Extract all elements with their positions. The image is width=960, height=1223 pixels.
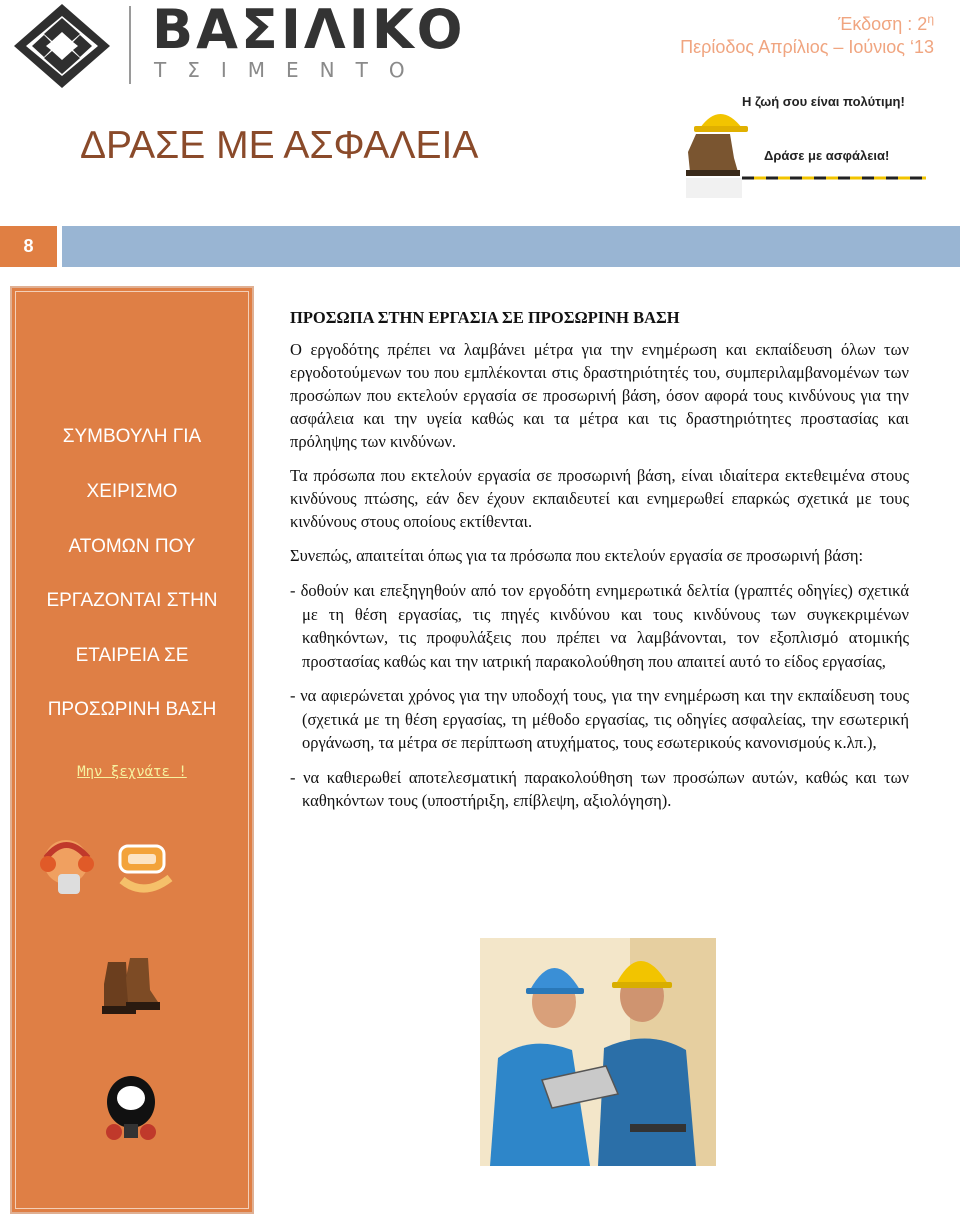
- sidebar-line: ΕΡΓΑΖΟΝΤΑΙ ΣΤΗΝ: [46, 590, 218, 611]
- logo-mark: [14, 4, 110, 88]
- safety-goggles-gloves-icon: [114, 840, 176, 898]
- main-content: [290, 308, 909, 824]
- safety-poster: [680, 82, 930, 208]
- respirator-mask-icon: [100, 1072, 162, 1144]
- edition-superscript: η: [927, 12, 934, 26]
- ear-protection-icon: [38, 832, 98, 898]
- helmet-boots-icon: [680, 82, 930, 208]
- sidebar-line: ΕΤΑΙΡΕΙΑ ΣΕ: [75, 645, 189, 666]
- page-number: 8: [0, 226, 57, 267]
- sidebar-line: ΧΕΙΡΙΣΜΟ: [86, 481, 178, 502]
- poster-line2: Δράσε με ασφάλεια!: [764, 148, 890, 163]
- workers-illustration: [480, 938, 716, 1166]
- sidebar-line: ΑΤΟΜΩΝ ΠΟΥ: [68, 536, 196, 557]
- paragraph: Συνεπώς, απαιτείται όπως για τα πρόσωπα που εκτελούν εργασία σε προσωρινή βάση:: [290, 546, 864, 565]
- sidebar-line: ΣΥΜΒΟΥΛΗ ΓΙΑ: [62, 426, 202, 447]
- section-title: ΠΡΟΣΩΠΑ ΣΤΗΝ ΕΡΓΑΣΙΑ ΣΕ ΠΡΟΣΩΡΙΝΗ ΒΑΣΗ: [290, 308, 680, 327]
- paragraph: Ο εργοδότης πρέπει να λαμβάνει μέτρα για την ενημέρωση και εκπαίδευση όλων των εργοδοτούμενων του που εμπλέκονται στις δραστηριότητές του, συμπεριλαμβανομένων των προσώπων που εκτελούν εργασία σε προσωρινή βάση, όσον αφορά τους κινδύνους για την ασφάλεια και την υγεία καθώς και τα μέτρα και τις δραστηριότητες προστασίας και πρόληψης των κινδύνων.: [290, 340, 909, 451]
- page-title: ΔΡΑΣΕ ΜΕ ΑΣΦΑΛΕΙΑ: [80, 124, 479, 167]
- sidebar-reminder: Μην ξεχνάτε !: [77, 764, 187, 780]
- paragraph: Τα πρόσωπα που εκτελούν εργασία σε προσωρινή βάση, είναι ιδιαίτερα εκτεθειμένα στους κινδύνους πτώσης, εάν δεν έχουν εκπαιδευτεί και ενημερωθεί επαρκώς σχετικά με τους κινδύνους στους οποίους εκτίθενται.: [290, 466, 909, 531]
- edition-label: [838, 12, 934, 35]
- bullet-item: - δοθούν και επεξηγηθούν από τον εργοδότη ενημερωτικά δελτία (γραπτές οδηγίες) σχετικά με τη θέση εργασίας, τις πηγές κινδύνου και τους κινδύνους των συγκεκριμένων καθηκόντων, τις προφυλάξεις που πρέπει να λαμβάνονται, τον εξοπλισμό ατομικής προστασίας καθώς και την ιατρική παρακολούθηση που απαιτεί αυτό το είδος εργασίας,: [290, 581, 909, 671]
- bullet-item: - να καθιερωθεί αποτελεσματική παρακολούθηση των προσώπων αυτών, καθώς και των καθηκόντων τους (υποστήριξη, επίβλεψη, αξιολόγηση).: [290, 767, 909, 810]
- brand-subtitle: ΤΣΙΜΕΝΤΟ: [154, 58, 426, 82]
- bullet-item: - να αφιερώνεται χρόνος για την υποδοχή τους, για την ενημέρωση και την εκπαίδευση τους (σχετικά με τη θέση εργασίας, τη μέθοδο εργασίας, τις οδηγίες ασφαλείας, την εσωτερική οργάνωση, τα μέτρα σε περίπτωση ατυχήματος, τους εσωτερικούς κανονισμούς κ.λπ.),: [290, 686, 909, 752]
- sidebar: [10, 286, 254, 1214]
- brand-divider: [129, 6, 131, 84]
- header-bar: [62, 226, 960, 267]
- sidebar-line: ΠΡΟΣΩΡΙΝΗ ΒΑΣΗ: [47, 699, 217, 720]
- poster-line1: Η ζωή σου είναι πολύτιμη!: [742, 94, 905, 109]
- brand-name: ΒΑΣΙΛΙΚΟ: [152, 0, 466, 61]
- edition-text: Έκδοση : 2: [838, 14, 928, 34]
- safety-boots-icon: [96, 954, 162, 1022]
- period-label: Περίοδος Απρίλιος – Ιούνιος ‘13: [680, 37, 934, 57]
